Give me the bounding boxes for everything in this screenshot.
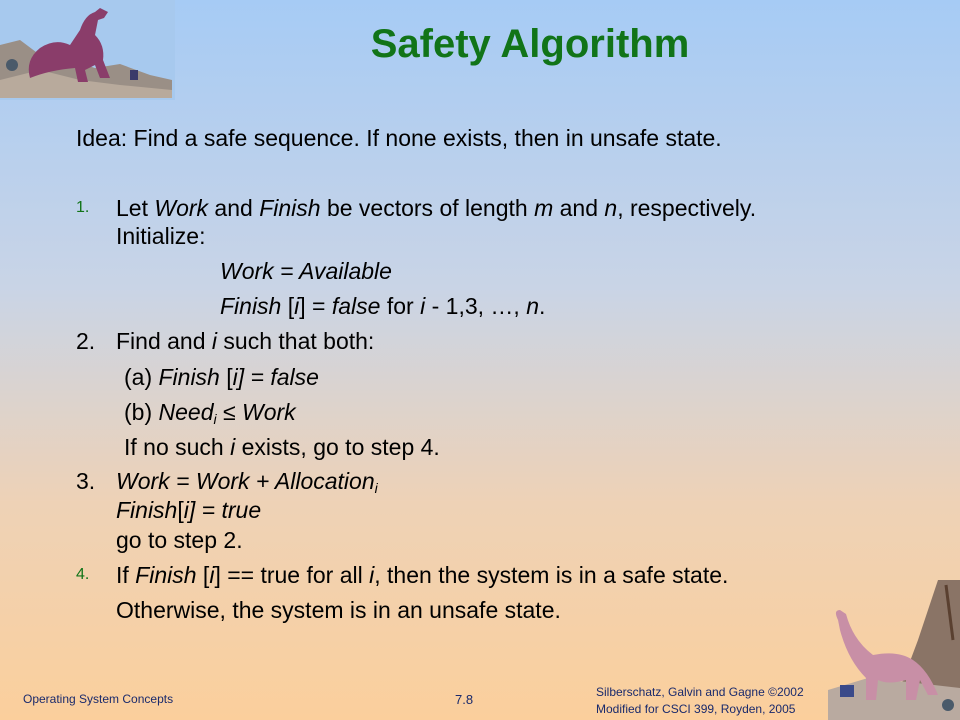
footer-modified: Modified for CSCI 399, Royden, 2005 bbox=[596, 702, 796, 716]
step-3-line-1: Work = Work + Allocation$_i$ bbox=[116, 468, 378, 496]
step-2-condition-a: (a) Finish [i] = false bbox=[124, 364, 319, 390]
step-2-number: 2. bbox=[76, 328, 96, 354]
step-4-line-1: If Finish [i] == true for all i, then the system is in a safe state. bbox=[116, 562, 729, 588]
step-1-line-2: Initialize: bbox=[116, 223, 206, 249]
step-1-line-1: Let Work and Finish be vectors of length m and n, respectively. bbox=[116, 195, 757, 221]
step-4-number: 4. bbox=[76, 566, 90, 583]
step-3-number: 3. bbox=[76, 468, 96, 494]
step-2-line-1: Find and i such that both: bbox=[116, 328, 375, 354]
footer-copyright: Silberschatz, Galvin and Gagne ©2002 bbox=[596, 685, 804, 699]
step-2-condition-c: If no such i exists, go to step 4. bbox=[124, 434, 440, 460]
footer-credits bbox=[596, 684, 804, 718]
step-1-finish-line: Finish [i] = false for i - 1,3, …, n. bbox=[220, 293, 546, 319]
step-2-condition-b: (b) Need$_i$ ≤ Work bbox=[124, 399, 296, 427]
step-4-line-2: Otherwise, the system is in an unsafe state. bbox=[116, 597, 561, 623]
idea-text: Idea: Find a safe sequence. If none exists, then in unsafe state. bbox=[76, 125, 722, 151]
footer-page-number: 7.8 bbox=[455, 692, 474, 707]
dinosaur-bottom-right-icon bbox=[828, 580, 960, 720]
slide-title: Safety Algorithm bbox=[370, 22, 690, 66]
footer-course: Operating System Concepts bbox=[23, 692, 174, 706]
step-1-number: 1. bbox=[76, 199, 90, 216]
step-3-line-3: go to step 2. bbox=[116, 527, 243, 553]
step-1-work-line: Work = Available bbox=[220, 258, 392, 284]
step-3-line-2: Finish[i] = true bbox=[116, 497, 262, 523]
